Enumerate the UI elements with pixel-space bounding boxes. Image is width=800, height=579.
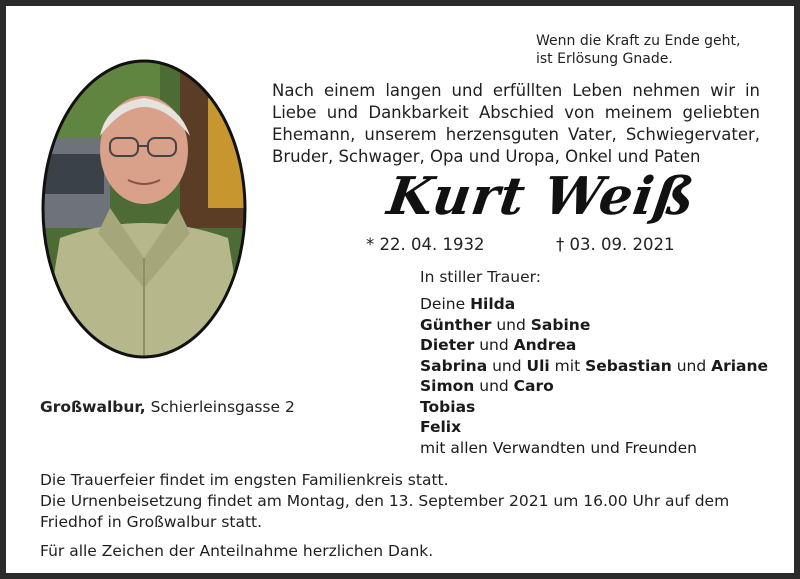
mourner-name: Felix — [420, 418, 462, 436]
thanks-line: Für alle Zeichen der Anteilnahme herzlichen Dank. — [40, 542, 434, 560]
address-street: Schierleinsgasse 2 — [145, 398, 295, 416]
death-date: † 03. 09. 2021 — [556, 235, 675, 254]
motto-line: Wenn die Kraft zu Ende geht, — [536, 33, 741, 49]
mourner-name: Caro — [513, 377, 554, 395]
mourner-name: Andrea — [513, 336, 577, 354]
mourner-name: Sebastian — [585, 356, 672, 375]
mourner-connector: und — [474, 336, 514, 354]
motto-line: ist Erlösung Gnade. — [536, 51, 673, 67]
mourner-name: Hilda — [470, 295, 516, 313]
mourner-line — [420, 438, 768, 459]
mourner-line — [420, 294, 768, 315]
mourning-heading: In stiller Trauer: — [420, 268, 541, 286]
mourner-line — [420, 417, 768, 438]
funeral-notice — [40, 470, 760, 562]
address-place: Großwalbur, — [40, 398, 146, 416]
address — [40, 398, 295, 416]
mourner-name: Tobias — [420, 397, 476, 416]
mourner-connector: und — [487, 356, 527, 375]
mourner-connector: und — [491, 315, 531, 334]
mourner-connector: Deine — [420, 295, 471, 313]
deceased-name: Kurt Weiß — [383, 166, 700, 227]
mourner-connector: mit — [549, 356, 586, 375]
mourner-name: Simon — [420, 377, 475, 395]
birth-date: * 22. 04. 1932 — [366, 235, 485, 254]
mourner-line — [420, 315, 768, 336]
mourner-connector: und — [474, 377, 514, 395]
mourner-connector: und — [671, 356, 712, 375]
mourner-line — [420, 376, 768, 397]
mourner-line — [420, 356, 768, 377]
mourner-connector: mit allen Verwandten und Freunden — [420, 438, 697, 457]
mourner-name: Sabine — [530, 315, 591, 334]
mourner-name: Ariane — [711, 356, 769, 375]
funeral-notice-line: Die Trauerfeier findet im engsten Familienkreis statt. — [40, 471, 449, 489]
mourner-name: Dieter — [420, 336, 475, 354]
motto — [536, 32, 756, 68]
funeral-notice-line: Die Urnenbeisetzung findet am Montag, den 13. September 2021 um 16.00 Uhr auf dem Friedhof in Großwalbur statt. — [40, 492, 730, 531]
portrait-photo — [40, 58, 248, 360]
mourner-line — [420, 397, 768, 418]
mourner-name: Uli — [526, 356, 550, 375]
mourner-name: Günther — [420, 315, 492, 334]
mourner-name: Sabrina — [420, 356, 488, 375]
intro-text: Nach einem langen und erfüllten Leben nehmen wir in Liebe und Dankbarkeit Abschied von meinem geliebten Ehemann, unserem herzensguten Vater, Schwiegervater, Bruder, Schwager, Opa und Uropa, Onkel und Paten — [272, 81, 760, 166]
mourners-list — [420, 294, 768, 458]
mourner-line — [420, 335, 768, 356]
